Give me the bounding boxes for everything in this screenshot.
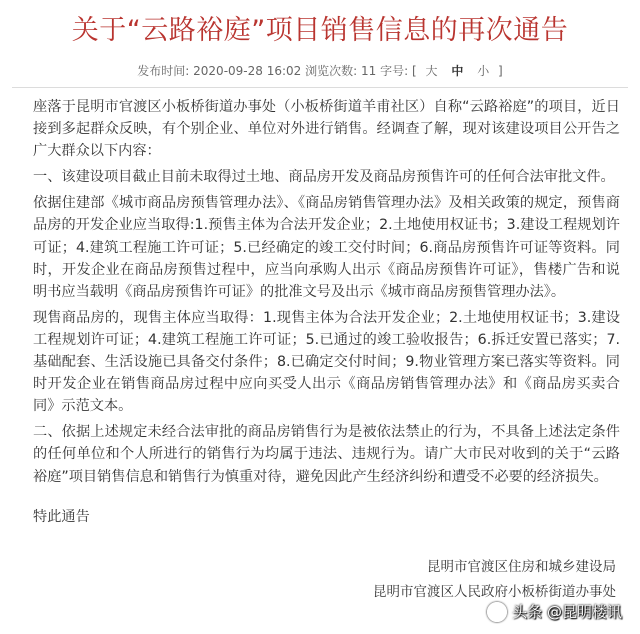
watermark-logo-icon <box>487 602 507 622</box>
fontsize-large-button[interactable]: 大 <box>425 64 438 78</box>
watermark-text: 头条 @昆明楼讯 <box>512 603 622 621</box>
article-meta <box>0 62 640 80</box>
paragraph-presale-rules: 依据住建部《城市商品房预售管理办法》、《商品房销售管理办法》及相关政策的规定，预售商品房的开发企业应当取得:1.预售主体为合法开发企业；2.土地使用权证书；3.建设工程规划许可证；4.建筑工程施工许可证；5.已经确定的竣工交付时间；6.商品房预售许可证等资料。同时，开发企业在商品房预售过程中，应当向承购人出示《商品房预售许可证》，售楼广告和说明书应当载明《商品房预售许可证》的批准文号及出示《城市商品房预售管理办法》。 <box>33 195 620 300</box>
fontsize-small-button[interactable]: 小 <box>477 64 490 78</box>
published-label: 发布时间: <box>137 64 190 78</box>
signatory-housing-bureau: 昆明市官渡区住房和城乡建设局 <box>427 559 616 575</box>
paragraph-intro: 座落于昆明市官渡区小板桥街道办事处（小板桥街道羊甫社区）自称“云路裕庭”的项目，近日接到多起群众反映，有个别企业、单位对外进行销售。经调查了解，现对该建设项目公开告之广大群众以下内容： <box>33 99 620 160</box>
fontsize-bracket-open: [ <box>411 64 417 78</box>
fontsize-medium-button[interactable]: 中 <box>451 64 464 78</box>
views-label: 浏览次数: <box>305 64 358 78</box>
views-count: 11 <box>361 64 377 78</box>
paragraph-current-sale-rules: 现售商品房的，现售主体应当取得：1.现售主体为合法开发企业；2.土地使用权证书；3.建设工程规划许可证；4.建筑工程施工许可证；5.已通过的竣工验收报告；6.拆迁安置已落实；7.基础配套、生活设施已具备交付条件；8.已确定交付时间；9.物业管理方案已落实等资料。同时开发企业在销售商品房过程中应向买受人出示《商品房销售管理办法》和《商品房买卖合同》示范文本。 <box>33 309 620 415</box>
signatory-street-office: 昆明市官渡区人民政府小板桥街道办事处 <box>373 584 616 600</box>
paragraph-point-two: 二、依据上述规定未经合法审批的商品房销售行为是被依法禁止的行为，不具备上述法定条件的任何单位和个人所进行的销售行为均属于违法、违规行为。请广大市民对收到的关于“云路裕庭”项目销售信息和销售行为慎重对待，避免因此产生经济纠纷和遭受不必要的经济损失。 <box>33 424 620 485</box>
article-body <box>33 96 620 532</box>
published-date: 2020-09-28 16:02 <box>193 64 302 78</box>
page-title: 关于“云路裕庭”项目销售信息的再次通告 <box>71 15 569 46</box>
paragraph-point-one: 一、该建设项目截止目前未取得过土地、商品房开发及商品房预售许可的任何合法审批文件。 <box>33 169 615 186</box>
watermark <box>487 600 622 624</box>
closing-line: 特此通告 <box>33 508 90 525</box>
fontsize-bracket-close: ] <box>498 64 503 78</box>
fontsize-label: 字号: <box>380 64 409 78</box>
header-divider <box>12 87 628 88</box>
